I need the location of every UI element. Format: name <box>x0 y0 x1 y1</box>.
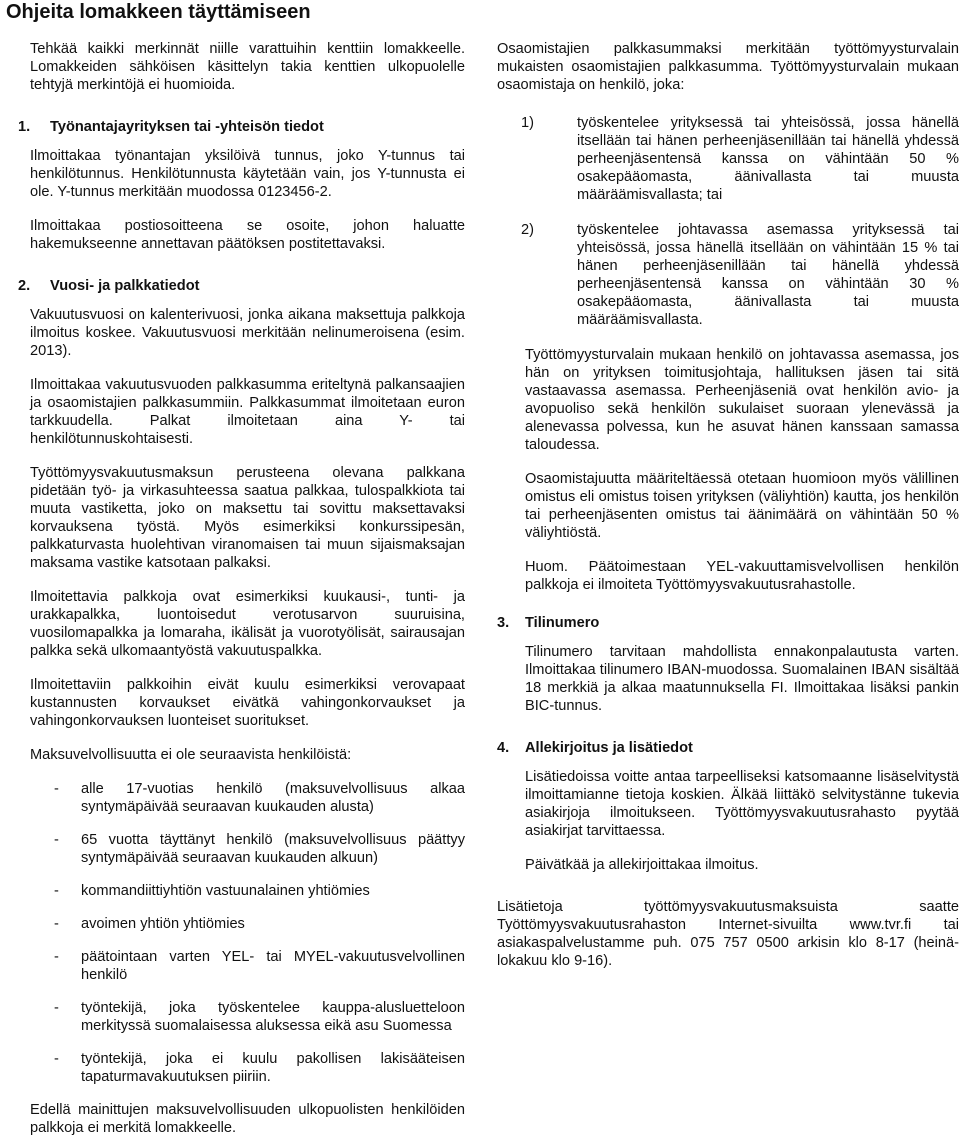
intro-paragraph: Tehkää kaikki merkinnät niille varattuihin kenttiin lomakkeelle. Lomakkeiden sähköisen käsittelyn takia kenttien ulkopuolelle tehtyjä merkintöjä ei huomioida. <box>30 41 465 93</box>
right-column <box>497 40 959 970</box>
list-dash: - <box>54 781 59 797</box>
paragraph: Lisätiedoissa voitte antaa tarpeelliseksi katsomaanne lisäselvitystä ilmoittamianne tietoja koskien. Älkää liittäkö selvitystänne tukevia asiakirjoja ilmoitukseen. Työttömyysvakuutusrahasto pyytää asiakirjat tarvittaessa. <box>525 769 959 839</box>
paragraph: Ilmoittakaa postiosoitteena se osoite, johon haluatte hakemukseenne annettavan päätöksen postitettavaksi. <box>30 218 465 252</box>
section-title: Vuosi- ja palkkatiedot <box>50 278 200 294</box>
list-dash: - <box>54 916 59 932</box>
section-title: Allekirjoitus ja lisätiedot <box>525 740 693 756</box>
paragraph: Ilmoitettaviin palkkoihin eivät kuulu esimerkiksi verovapaat kustannusten korvaukset eivätkä vahingonkorvaukset ja vahingonkorvauksen luonteiset suoritukset. <box>30 677 465 729</box>
list-item-text: kommandiittiyhtiön vastuunalainen yhtiömies <box>81 883 370 899</box>
section-number: 4. <box>497 740 510 756</box>
section-4-heading <box>497 739 959 757</box>
list-item <box>497 221 959 329</box>
list-item <box>30 915 465 933</box>
list-item-text: päätointaan varten YEL- tai MYEL-vakuutusvelvollinen henkilö <box>81 949 465 983</box>
section-title: Työnantajayrityksen tai -yhteisön tiedot <box>50 119 324 135</box>
section-number: 3. <box>497 615 510 631</box>
list-item-text: 65 vuotta täyttänyt henkilö (maksuvelvollisuus päättyy syntymäpäivää seuraavan kuukauden alkuun) <box>81 832 465 866</box>
list-item <box>30 882 465 900</box>
paragraph: Työttömyysturvalain mukaan henkilö on johtavassa asemassa, jos hän on yrityksen toimitusjohtaja, hallituksen jäsen tai sitä vastaavassa asemassa. Perheenjäseniä ovat henkilön avio- ja avopuoliso sekä henkilön sukulaiset suoraan ylenevässä ja alenevassa polvessa, kun he asuvat hänen kanssaan samassa taloudessa. <box>525 347 959 453</box>
exempt-list <box>30 780 465 1086</box>
list-marker: 2) <box>521 222 534 238</box>
section-title: Tilinumero <box>525 615 600 631</box>
section-number: 2. <box>18 278 31 294</box>
list-marker: 1) <box>521 115 534 131</box>
list-dash: - <box>54 1051 59 1067</box>
list-item <box>30 831 465 867</box>
list-item <box>30 1050 465 1086</box>
section-1-heading <box>18 118 465 136</box>
list-dash: - <box>54 949 59 965</box>
paragraph: Osaomistajuutta määriteltäessä otetaan huomioon myös välillinen omistus eli omistus toisen yrityksen (väliyhtiön) kautta, jos henkilön tai perheenjäsenten omistus tai äänimäärä on vähintään 50 % väliyhtiöstä. <box>525 471 959 541</box>
paragraph: Ilmoittakaa työnantajan yksilöivä tunnus, joko Y-tunnus tai henkilötunnus. Henkilötunnusta käytetään vain, jos Y-tunnusta ei ole. Y-tunnus merkitään muodossa 0123456-2. <box>30 148 465 200</box>
list-item-text: alle 17-vuotias henkilö (maksuvelvollisuus alkaa syntymäpäivää seuraavan kuukauden alusta) <box>81 781 465 815</box>
list-item-text: työskentelee yrityksessä tai yhteisössä, jossa hänellä itsellään tai hänen perheenjäsenillään tai hänellä yhdessä perheenjäsentensä kanssa on vähintään 50 % osakepääomasta, äänivallasta tai muusta määräämisvallasta; tai <box>577 115 959 203</box>
section-3-heading <box>497 614 959 632</box>
list-item-text: työskentelee johtavassa asemassa yrityksessä tai yhteisössä, jossa hänellä itsellään on vähintään 15 % tai hänen perheenjäsenillään tai hänellä yhdessä perheenjäsentensä kanssa on vähintään 30 % osakepääomasta, äänivallasta tai muusta määräämisvallasta. <box>577 222 959 328</box>
list-dash: - <box>54 883 59 899</box>
paragraph: Maksuvelvollisuutta ei ole seuraavista henkilöistä: <box>30 747 352 763</box>
list-item-text: työntekijä, joka ei kuulu pakollisen lakisääteisen tapaturmavakuutuksen piiriin. <box>81 1051 465 1085</box>
list-dash: - <box>54 1000 59 1016</box>
paragraph: Päivätkää ja allekirjoittakaa ilmoitus. <box>525 857 759 873</box>
list-item <box>497 114 959 204</box>
list-dash: - <box>54 832 59 848</box>
list-item <box>30 999 465 1035</box>
contact-paragraph: Lisätietoja työttömyysvakuutusmaksuista saatte Työttömyysvakuutusrahaston Internet-sivuilta www.tvr.fi tai asiakaspalvelustamme puh. 075 757 0500 arkisin klo 8-17 (heinä-lokakuu klo 9-16). <box>497 899 959 969</box>
numbered-list <box>497 114 959 329</box>
list-item <box>30 948 465 984</box>
left-column <box>18 40 465 1137</box>
page-title: Ohjeita lomakkeen täyttämiseen <box>6 1 311 23</box>
paragraph: Tilinumero tarvitaan mahdollista ennakonpalautusta varten. Ilmoittakaa tilinumero IBAN-muodossa. Suomalainen IBAN sisältää 18 merkkiä ja alkaa maatunnuksella FI. Ilmoittakaa lisäksi pankin BIC-tunnus. <box>525 644 959 714</box>
section-number: 1. <box>18 119 31 135</box>
paragraph: Vakuutusvuosi on kalenterivuosi, jonka aikana maksettuja palkkoja ilmoitus koskee. Vakuutusvuosi merkitään nelinumeroisena (esim. 2013). <box>30 307 465 359</box>
list-item-text: työntekijä, joka työskentelee kauppa-alusluetteloon merkityssä suomalaisessa aluksessa eikä asu Suomessa <box>81 1000 465 1034</box>
paragraph: Huom. Päätoimestaan YEL-vakuuttamisvelvollisen henkilön palkkoja ei ilmoiteta Työttömyysvakuutusrahastolle. <box>525 559 959 593</box>
list-item-text: avoimen yhtiön yhtiömies <box>81 916 245 932</box>
paragraph: Osaomistajien palkkasummaksi merkitään työttömyysturvalain mukaisten osaomistajien palkkasumma. Työttömyysturvalain mukaan osaomistaja on henkilö, joka: <box>497 41 959 93</box>
paragraph: Edellä mainittujen maksuvelvollisuuden ulkopuolisten henkilöiden palkkoja ei merkitä lomakkeelle. <box>30 1102 465 1136</box>
paragraph: Ilmoittakaa vakuutusvuoden palkkasumma eriteltynä palkansaajien ja osaomistajien palkkasummiin. Palkkasummat ilmoitetaan euron tarkkuudella. Palkat ilmoitetaan aina Y- tai henkilötunnuskohtaisesti. <box>30 377 465 447</box>
list-item <box>30 780 465 816</box>
paragraph: Työttömyysvakuutusmaksun perusteena olevana palkkana pidetään työ- ja virkasuhteessa saatua palkkaa, tulospalkkiota tai muuta vastiketta, joko on maksettu tai sovittu maksettavaksi korvauksena työstä. Myös esimerkiksi konkurssipesän, palkkaturvasta huolehtivan viranomaisen tai muun sijaismaksajan maksama vastike katsotaan palkaksi. <box>30 465 465 571</box>
paragraph: Ilmoitettavia palkkoja ovat esimerkiksi kuukausi-, tunti- ja urakkapalkka, luontoisedut verotusarvon suuruisina, vuosilomapalkka ja lomaraha, ikälisät ja vuorotyölisät, sairausajan palkka sekä ulkomaantyöstä vakuutuspalkka. <box>30 589 465 659</box>
section-2-heading <box>18 277 465 295</box>
